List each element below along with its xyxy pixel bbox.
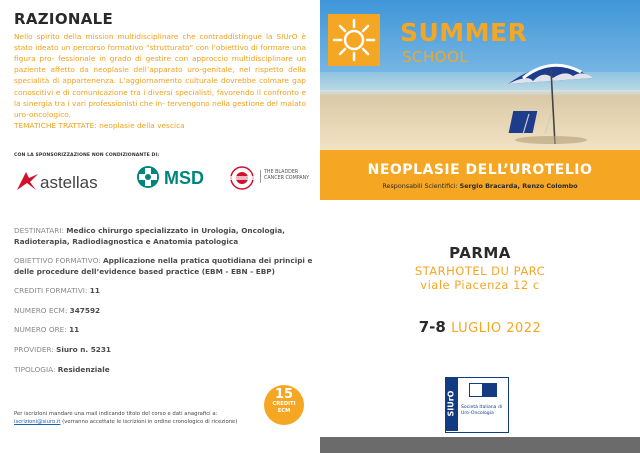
info-label: NUMERO ORE: (14, 325, 67, 335)
siuro-logo-subtitle: Società Italiana di Uro-Oncologia (461, 405, 503, 417)
info-value: 11 (89, 286, 100, 296)
rationale-line: Nello spirito della mission multidisciplinare che contraddistingue la SIUrO è stato (14, 32, 306, 53)
info-ore (14, 325, 314, 336)
bottom-strip-right (320, 437, 640, 453)
siuro-square-filled-icon (483, 383, 497, 397)
venue-city: PARMA (449, 244, 511, 262)
rationale-line: fessionale in grado di gestire con approccio multidisciplinare un paziente affetto da (14, 54, 306, 75)
registration-order-note: (verranno accettate le iscrizioni in ordine cronologico di ricezione) (60, 419, 238, 426)
info-value: Siuro n. 5231 (56, 345, 112, 355)
msd-logo (136, 164, 204, 194)
info-value: 347592 (69, 305, 101, 315)
rationale-title: RAZIONALE (14, 10, 114, 28)
info-label: CREDITI FORMATIVI: (14, 286, 88, 296)
school-heading: SCHOOL (402, 48, 469, 66)
scientific-leads (320, 182, 640, 190)
rationale-line: neoplasie dell’apparato uro-genitale, nel rispetto della specialità di appartenenza. (14, 65, 306, 86)
siuro-logo-wordmark: SIUrO (446, 390, 456, 417)
info-value: 11 (69, 325, 80, 335)
sponsor-label: CON LA SPONSORIZZAZIONE NON CONDIZIONANTE DI: (14, 153, 160, 158)
beach-umbrella-icon (503, 56, 598, 146)
rationale-text (14, 31, 306, 131)
bladder-company-text: THE BLADDER CANCER COMPANY (260, 170, 312, 183)
info-label: OBIETTIVO FORMATIVO: (14, 256, 101, 266)
info-label: DESTINATARI: (14, 226, 64, 235)
bladder-company-emblem-icon (228, 166, 256, 190)
info-value: Residenziale (57, 364, 110, 374)
registration-note (14, 410, 264, 427)
venue-address: viale Piacenza 12 c (420, 278, 540, 292)
credits-badge-line1: CREDITI (272, 401, 296, 407)
rationale-line: ideato un percorso formativo “strutturato” con l’obiettivo di formare una figura pro- (14, 43, 306, 64)
bladder-cancer-logo (228, 166, 310, 194)
scientific-leads-names: Sergio Bracarda, Renzo Colombo (459, 182, 578, 190)
registration-instructions: Per iscrizioni mandare una mail indicando titolo del corso e dati anagrafici a: (14, 411, 218, 417)
registration-email-link[interactable]: iscrizioni@siuro.it (14, 419, 61, 426)
info-label: NUMERO ECM: (14, 305, 68, 315)
info-label: TIPOLOGIA: (14, 364, 56, 374)
siuro-square-outline-icon (469, 383, 483, 397)
astellas-swoosh-icon (16, 170, 40, 192)
rationale-section (0, 0, 320, 150)
venue-block (320, 244, 640, 292)
astellas-wordmark: astellas (40, 173, 98, 192)
sponsor-logos (14, 162, 314, 198)
scientific-leads-label: Responsabili Scientifici: (382, 182, 458, 190)
event-date (320, 318, 640, 336)
rationale-topics: TEMATICHE TRATTATE: neoplasie della vescica (14, 120, 185, 130)
credits-badge-line2: ECM (277, 408, 291, 414)
info-tipologia (14, 365, 314, 376)
rationale-line: L’aggiornamento culturale dovrebbe colmare gap conoscitivi e di comunicazione tra (14, 76, 306, 97)
info-crediti (14, 286, 314, 297)
rationale-line: i diversi specialisti, favorendo il confronto e la sinergia tra i vari professionisti che in- (14, 87, 307, 108)
venue-hotel: STARHOTEL DU PARC (414, 264, 546, 278)
sun-logo (328, 14, 380, 66)
credits-badge-number: 15 (274, 387, 294, 402)
sun-icon (328, 14, 380, 66)
siuro-logo (445, 377, 509, 433)
info-value: Applicazione nella pratica quotidiana dei principi e delle procedure dell’evidence based practice (EBM - EBN - EBP) (14, 256, 313, 276)
info-obiettivo (14, 256, 314, 277)
credits-badge (264, 385, 304, 425)
info-destinatari (14, 226, 314, 247)
info-value: Medico chirurgo specializzato in Urologia, Oncologia, Radioterapia, Radiodiagnostica e Anatomia patologica (14, 226, 285, 246)
course-info (14, 226, 314, 384)
info-label: PROVIDER: (14, 345, 54, 355)
summer-heading: SUMMER (400, 18, 528, 47)
event-date-month: LUGLIO 2022 (451, 321, 542, 336)
course-title-band (320, 150, 640, 200)
summer-school-hero (320, 0, 640, 150)
event-date-days: 7-8 (418, 318, 446, 336)
course-title: NEOPLASIE DELL’UROTELIO (367, 162, 593, 178)
info-provider (14, 345, 314, 356)
rationale-line: tervengono nella gestione del malato uro-oncologico. (14, 98, 306, 119)
msd-emblem-icon (136, 164, 160, 190)
bottom-strip-left (0, 437, 320, 453)
msd-wordmark: MSD (164, 168, 204, 188)
info-ecm (14, 306, 314, 317)
